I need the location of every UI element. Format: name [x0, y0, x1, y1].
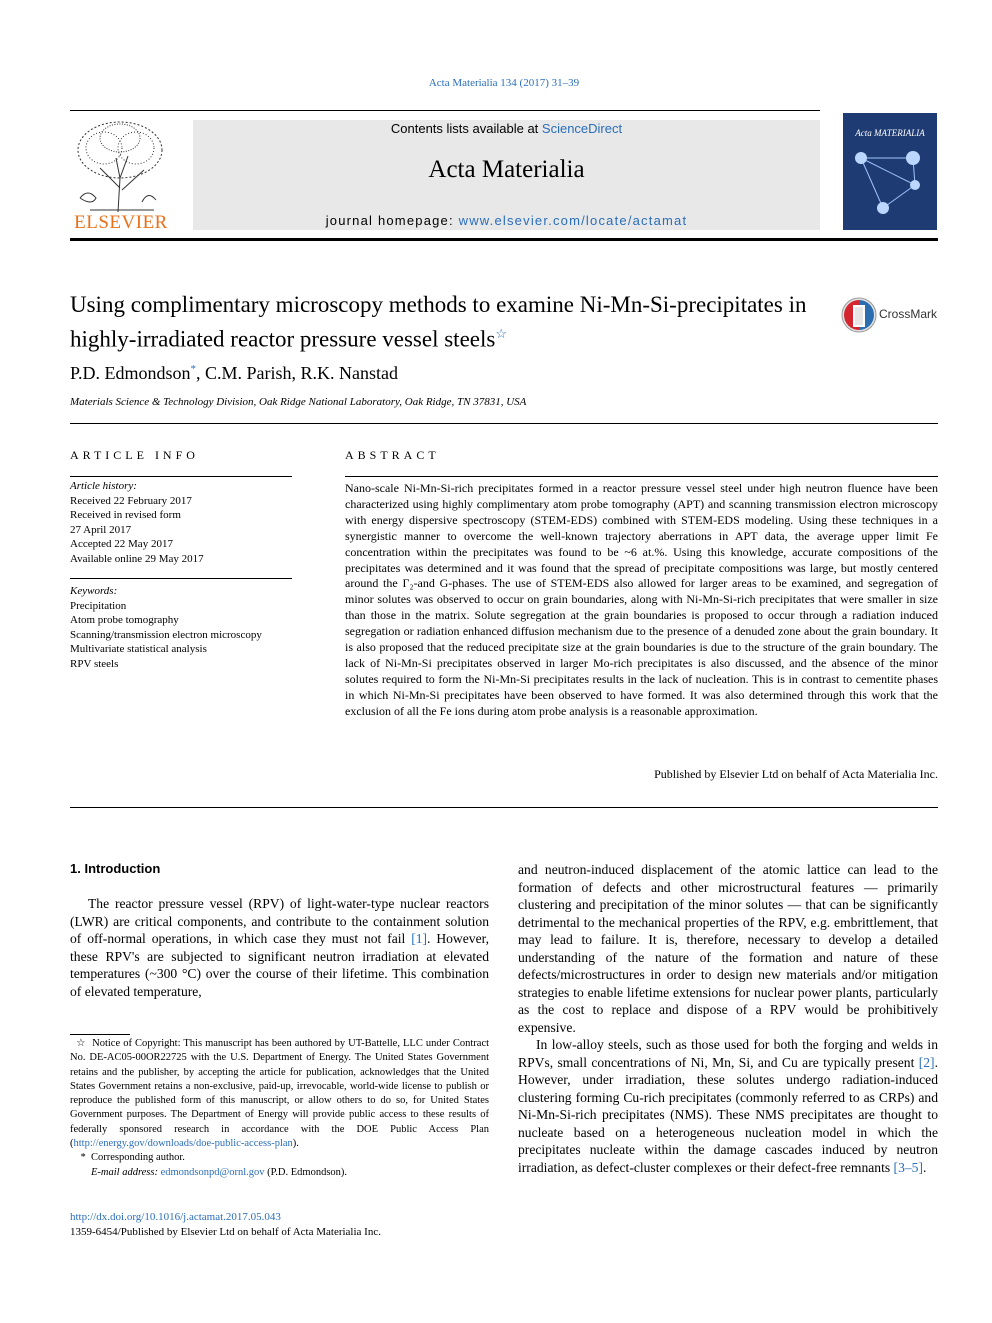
footnote-mark: * — [80, 1152, 86, 1164]
paragraph: and neutron-induced displacement of the atomic lattice can lead to the formation of defects and other microstructural features — primarily clustering and precipitation of the minor solutes — that can be significantly detrimental to the mechanical properties of the RPV, e.g. embrittlement, that may lead to failure. It is, therefore, necessary to develop a detailed understanding of the nature of the formation and nature of these defects/microstructures in order to design new materials and/or mitigation strategies to enable lifetime extensions for nuclear power plants, particularly as the cost to replace and dispose of a RPV would be prohibitively expensive. — [518, 862, 938, 1035]
journal-cover-image — [843, 113, 937, 230]
cover-graphic-icon — [843, 113, 937, 230]
doi-link[interactable]: http://dx.doi.org/10.1016/j.actamat.2017.05.043 — [70, 1211, 281, 1223]
contents-line — [193, 121, 820, 136]
footnote-rule — [70, 1034, 130, 1035]
history-item: Received 22 February 2017 — [70, 494, 192, 507]
footnote-mark: ☆ — [76, 1038, 86, 1049]
publisher-note: Published by Elsevier Ltd on behalf of Acta Materialia Inc. — [654, 767, 938, 781]
abstract-text: Nano-scale Ni-Mn-Si-rich precipitates formed in a reactor pressure vessel steel under high neutron fluence have been characterized using highly complimentary atom probe tomography (APT) and scanning transmission electron microscopy with energy dispersive spectroscopy (STEM-EDS) combined with STEM-EDS modeling. Using these techniques in a synergistic manner to overcome the well-known trajectory aberrations in APT data, the average upper limit Fe concentration within the precipitates was found to be ~6 at.%. Using this knowledge, accurate compositions of the precipitates was determined and it was found that the spread of precipitate compositions was large, but mostly centered around the Γ₂-and G-phases. The use of STEM-EDS also allowed for larger areas to be examined, and segregation of minor solutes was observed to occur on grain boundaries, along with Ni-Mn-Si-rich precipitates that were smaller in size than those in the matrix. Solute segregation at the grain boundaries is proposed to occur through a radiation induced segregation or radiation enhanced diffusion mechanism due to the presence of a denuded zone about the grain boundary. It is also proposed that the reduced precipitate size at the grain boundaries is due to the structure of the grain boundary. The lack of Ni-Mn-Si precipitates observed in larger Mo-rich precipitates is also discussed, and the absence of the minor solutes required to form the Ni-Mn-Si precipitates results in the lack of nucleation. This is in contrast to cementite phases in which Ni-Mn-Si precipitates have been observed to have formed. It was also determined through this work that the exclusion of all the Fe ions during atom probe analysis is a reasonable approximation. — [345, 481, 938, 718]
email-footnote — [70, 1166, 489, 1180]
history-item: Received in revised form — [70, 509, 181, 521]
title-footnote-mark[interactable]: ☆ — [495, 326, 507, 341]
contents-prefix: Contents lists available at — [390, 121, 542, 136]
copyright-end: ). — [292, 1138, 299, 1150]
paragraph-text: In low-alloy steels, such as those used for both the forging and welds in RPVs, small concentrations of Ni, Mn, Si, and Cu are typically present — [518, 1037, 938, 1070]
paragraph-text: The reactor pressure vessel (RPV) of light-water-type nuclear reactors (LWR) are critical components, and contribute to the containment solution of off-normal operations, in which case they must not fail — [70, 896, 489, 946]
keywords — [70, 584, 300, 671]
header-top-rule — [70, 110, 820, 111]
article-history — [70, 479, 292, 566]
cover-title: Acta MATERIALIA — [855, 128, 925, 138]
header-thick-rule — [70, 238, 938, 241]
citation-link[interactable]: [3–5] — [893, 1159, 923, 1175]
history-label: Article history: — [70, 480, 137, 492]
paragraph — [518, 1036, 938, 1176]
author-list — [70, 363, 398, 384]
citation-link[interactable]: [2] — [918, 1054, 935, 1070]
keyword-item: Multivariate statistical analysis — [70, 643, 207, 655]
article-info-rule — [70, 476, 292, 477]
sciencedirect-link[interactable]: ScienceDirect — [541, 121, 623, 136]
keyword-item: Precipitation — [70, 599, 127, 612]
issn-line: 1359-6454/Published by Elsevier Ltd on behalf of Acta Materialia Inc. — [70, 1226, 381, 1238]
paragraph-text: . However, these RPV's are subjected to significant neutron irradiation at elevated temperatures (~300 °C) over the course of their lifetime. This combination of elevated temperature, — [70, 931, 489, 999]
elsevier-tree-icon — [70, 118, 172, 214]
history-item: Accepted 22 May 2017 — [70, 538, 173, 550]
doi[interactable] — [70, 1211, 281, 1223]
authors-rest: , C.M. Parish, R.K. Nanstad — [196, 363, 399, 383]
copyright-text: Notice of Copyright: This manuscript has been authored by UT-Battelle, LLC under Contract No. DE-AC05-00OR22725 with the U.S. Department of Energy. The United States Government retains and the publisher, by accepting the article for publication, acknowledges that the United States Government retains a non-exclusive, paid-up, irrevocable, world-wide license to publish or reproduce the published form of this manuscript, or allow others to do so, for United States Government purposes. The Department of Energy will provide public access to these results of federally sponsored research in accordance with the DOE Public Access Plan ( — [70, 1038, 490, 1150]
corresponding-author-mark[interactable]: * — [190, 363, 197, 375]
homepage-prefix: journal homepage: — [325, 213, 459, 228]
keyword-item: Atom probe tomography — [70, 614, 179, 626]
corresponding-text: Corresponding author. — [91, 1152, 185, 1164]
crossmark-badge[interactable] — [841, 296, 941, 336]
author-1: P.D. Edmondson — [70, 363, 191, 383]
journal-reference-link[interactable]: Acta Materialia 134 (2017) 31–39 — [428, 77, 580, 89]
corresponding-footnote — [70, 1151, 489, 1165]
journal-name: Acta Materialia — [428, 156, 585, 183]
article-title — [70, 290, 810, 354]
doe-access-plan-link[interactable]: http://energy.gov/downloads/doe-public-access-plan — [73, 1138, 293, 1150]
body-column-right — [518, 861, 938, 1176]
journal-reference[interactable] — [0, 77, 992, 89]
elsevier-wordmark: ELSEVIER — [74, 212, 168, 233]
paragraph-text: . However, under irradiation, these solutes undergo radiation-induced clustering forming Cu-rich precipitates (commonly referred to as CRPs) and Ni-Mn-Si-rich precipitates (NMS). These NMS precipitates are thought to nucleate based on a heterogeneous nucleation model in which the precipitates nucleate within the damage cascades induced by neutron irradiation, as defect-cluster complexes or their defect-free remnants — [518, 1054, 938, 1175]
section-heading-introduction: 1. Introduction — [70, 861, 161, 876]
email-label: E-mail address: — [91, 1166, 161, 1178]
paragraph — [70, 895, 489, 1000]
abstract-heading: ABSTRACT — [345, 448, 440, 462]
elsevier-logo — [70, 118, 172, 234]
article-title-text: Using complimentary microscopy methods to examine Ni-Mn-Si-precipitates in highly-irradiated reactor pressure vessel steels — [70, 292, 807, 352]
copyright-footnote — [70, 1037, 489, 1151]
abstract-rule — [345, 476, 938, 477]
footnotes — [70, 1037, 489, 1180]
keyword-item: RPV steels — [70, 657, 119, 670]
abstract-bottom-rule — [70, 807, 938, 808]
homepage-link[interactable]: www.elsevier.com/locate/actamat — [458, 213, 688, 228]
email-name: (P.D. Edmondson). — [264, 1166, 348, 1178]
history-item: Available online 29 May 2017 — [70, 552, 204, 565]
affiliation-rule — [70, 423, 938, 424]
homepage-line — [193, 213, 820, 228]
article-info-heading: ARTICLE INFO — [70, 448, 199, 462]
keyword-item: Scanning/transmission electron microscopy — [70, 628, 262, 641]
keywords-rule — [70, 578, 292, 579]
affiliation: Materials Science & Technology Division, Oak Ridge National Laboratory, Oak Ridge, TN 37831, USA — [70, 396, 527, 408]
paragraph-text: . — [923, 1159, 927, 1175]
crossmark-icon — [841, 296, 877, 334]
history-item: 27 April 2017 — [70, 523, 132, 536]
body-column-left — [70, 895, 489, 1000]
email-link[interactable]: edmondsonpd@ornl.gov — [160, 1166, 265, 1178]
citation-link[interactable]: [1] — [411, 931, 428, 946]
crossmark-label: CrossMark — [879, 307, 938, 321]
keywords-label: Keywords: — [70, 585, 118, 597]
